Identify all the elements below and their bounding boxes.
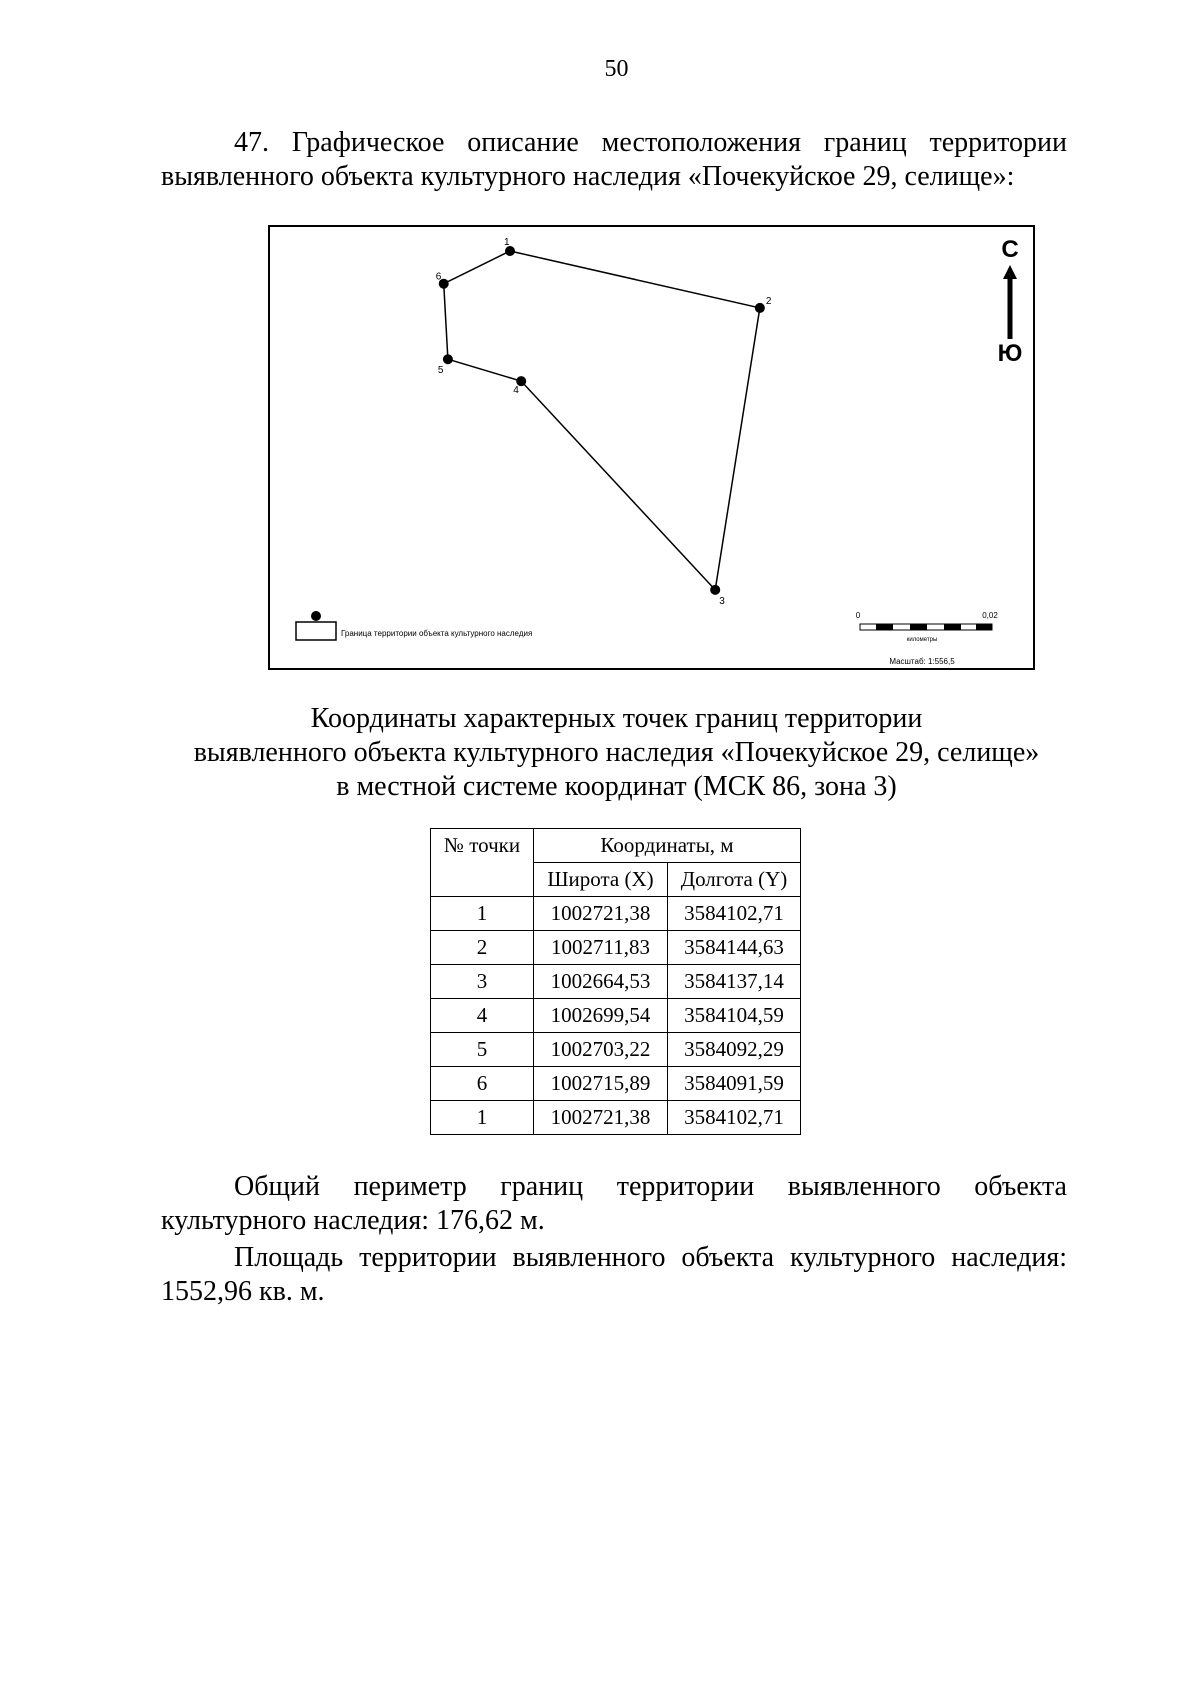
perimeter-text: Общий периметр границ территории выявленного объекта культурного наследия: 176,62 м. xyxy=(161,1171,1067,1236)
cell-longitude: 3584102,71 xyxy=(668,1101,801,1135)
boundary-polygon xyxy=(444,251,760,590)
scale-bar xyxy=(856,611,999,666)
table-row xyxy=(431,1033,801,1067)
coordinates-title-line3: в местной системе координат (МСК 86, зона 3) xyxy=(336,771,897,802)
cell-point: 5 xyxy=(431,1033,534,1067)
boundary-point-label: 2 xyxy=(765,295,772,307)
perimeter-paragraph xyxy=(161,1170,1067,1238)
map-legend xyxy=(296,611,532,640)
boundary-point-label: 5 xyxy=(437,365,444,377)
coordinates-title-line1: Координаты характерных точек границ территории xyxy=(310,703,923,734)
heading-text: Графическое описание местоположения границ территории выявленного объекта культурного наследия «Почекуйское 29, селище»: xyxy=(161,127,1068,192)
table-row xyxy=(431,931,801,965)
scale-end: 0,02 xyxy=(982,611,998,620)
cell-point: 1 xyxy=(431,897,534,931)
cell-latitude: 1002715,89 xyxy=(534,1067,668,1101)
cell-latitude: 1002664,53 xyxy=(534,965,668,999)
table-header-row xyxy=(431,829,801,863)
boundary-point xyxy=(443,354,453,364)
legend-text: Граница территории объекта культурного наследия xyxy=(341,629,533,638)
coordinates-title xyxy=(0,702,1200,804)
table-row xyxy=(431,965,801,999)
cell-point: 6 xyxy=(431,1067,534,1101)
north-label: С xyxy=(1001,236,1019,263)
south-label: Ю xyxy=(997,340,1023,367)
table-row xyxy=(431,999,801,1033)
boundary-point-label: 3 xyxy=(719,595,725,607)
header-point-number: № точки xyxy=(431,829,534,897)
scale-text: Масштаб: 1:556,5 xyxy=(889,657,955,666)
header-latitude: Широта (X) xyxy=(534,863,668,897)
cell-longitude: 3584137,14 xyxy=(668,965,801,999)
boundary-point-label: 4 xyxy=(513,385,519,397)
cell-longitude: 3584092,29 xyxy=(668,1033,801,1067)
north-arrow-icon xyxy=(998,236,1023,367)
cell-latitude: 1002721,38 xyxy=(534,897,668,931)
map-canvas xyxy=(270,227,1033,668)
coordinates-table xyxy=(430,828,801,1135)
cell-latitude: 1002703,22 xyxy=(534,1033,668,1067)
table-row xyxy=(431,1067,801,1101)
cell-point: 2 xyxy=(431,931,534,965)
cell-longitude: 3584091,59 xyxy=(668,1067,801,1101)
cell-point: 3 xyxy=(431,965,534,999)
cell-longitude: 3584102,71 xyxy=(668,897,801,931)
cell-latitude: 1002699,54 xyxy=(534,999,668,1033)
cell-point: 4 xyxy=(431,999,534,1033)
header-longitude: Долгота (Y) xyxy=(668,863,801,897)
cell-longitude: 3584144,63 xyxy=(668,931,801,965)
cell-latitude: 1002711,83 xyxy=(534,931,668,965)
cell-longitude: 3584104,59 xyxy=(668,999,801,1033)
table-row xyxy=(431,1101,801,1135)
cell-point: 1 xyxy=(431,1101,534,1135)
table-row xyxy=(431,897,801,931)
page-number: 50 xyxy=(604,56,629,82)
boundary-point xyxy=(755,303,765,313)
area-paragraph xyxy=(161,1241,1067,1309)
boundary-map xyxy=(268,225,1035,670)
boundary-point-label: 1 xyxy=(504,237,510,248)
area-text: Площадь территории выявленного объекта культурного наследия: 1552,96 кв. м. xyxy=(161,1242,1067,1307)
scale-units: километры xyxy=(906,637,938,643)
heading-number: 47. xyxy=(234,127,269,158)
coordinates-title-line2: выявленного объекта культурного наследия «Почекуйское 29, селище» xyxy=(193,737,1040,768)
boundary-point xyxy=(710,585,720,595)
boundary-point-label: 6 xyxy=(435,271,442,283)
cell-latitude: 1002721,38 xyxy=(534,1101,668,1135)
scale-start: 0 xyxy=(855,611,861,620)
header-coordinates: Координаты, м xyxy=(534,829,801,863)
section-heading xyxy=(161,126,1067,194)
